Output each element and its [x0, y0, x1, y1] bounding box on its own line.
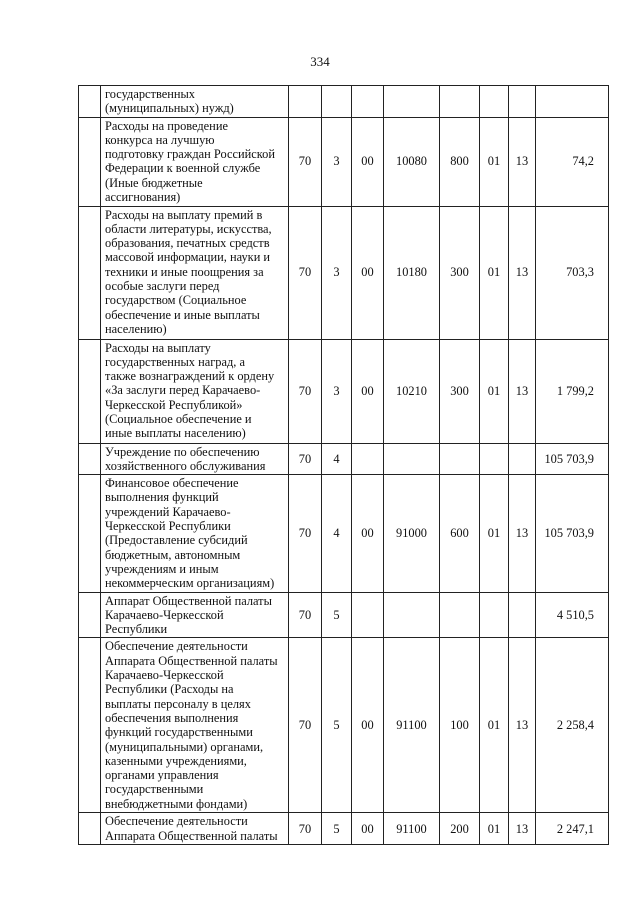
item-name-line: массовой информации, науки и — [105, 250, 271, 265]
item-name-line: обеспечения выполнения — [105, 710, 239, 725]
table-row — [79, 206, 609, 339]
table-row — [79, 475, 609, 592]
item-name-line: некоммерческим организациям) — [105, 576, 275, 591]
ppp-cell: 70 — [289, 443, 322, 475]
table-row — [79, 117, 609, 206]
amount-cell: 703,3 — [536, 206, 609, 339]
section-cell: 01 — [480, 638, 509, 813]
subprogram-extra-cell: 00 — [352, 206, 384, 339]
page-number: 334 — [310, 54, 330, 69]
table-row — [79, 592, 609, 638]
ppp-cell: 70 — [289, 813, 322, 845]
table-row — [79, 339, 609, 443]
subprogram-extra-cell: 00 — [352, 638, 384, 813]
budget-table — [78, 85, 609, 845]
item-name-line: Аппарат Общественной палаты — [105, 593, 272, 608]
subprogram-extra-cell: 00 — [352, 339, 384, 443]
section-cell: 01 — [480, 117, 509, 206]
item-name-line: учреждениям и иным — [105, 561, 219, 576]
expense-code-cell: 91100 — [384, 813, 440, 845]
section-cell — [480, 592, 509, 638]
item-name-line: Республики (Расходы на — [105, 682, 234, 697]
item-name-line: образования, печатных средств — [105, 236, 270, 251]
expense-type-cell — [440, 443, 480, 475]
expense-code-cell — [384, 443, 440, 475]
section-cell — [480, 443, 509, 475]
expense-type-cell — [440, 592, 480, 638]
table-row — [79, 443, 609, 475]
subprogram-extra-cell — [352, 86, 384, 118]
ppp-cell: 70 — [289, 638, 322, 813]
item-name-line: Обеспечение деятельности — [105, 814, 248, 829]
item-name-line: выплаты персоналу в целях — [105, 696, 251, 711]
expense-code-cell: 10180 — [384, 206, 440, 339]
item-name-line: Аппарата Общественной палаты — [105, 653, 278, 668]
subsection-cell: 13 — [509, 206, 536, 339]
item-name-line: подготовку граждан Российской — [105, 147, 275, 162]
ppp-cell: 70 — [289, 206, 322, 339]
subprogram-cell: 5 — [322, 592, 352, 638]
section-cell: 01 — [480, 475, 509, 592]
amount-cell: 4 510,5 — [536, 592, 609, 638]
subprogram-cell: 3 — [322, 339, 352, 443]
item-name-line: Расходы на проведение — [105, 118, 228, 133]
expense-type-cell: 800 — [440, 117, 480, 206]
item-name-line: Федерации к военной службе — [105, 161, 261, 176]
row-number-cell — [79, 813, 101, 845]
item-name-line: техники и иные поощрения за — [105, 264, 264, 279]
section-cell — [480, 86, 509, 118]
item-name-cell — [101, 813, 289, 845]
row-number-cell — [79, 86, 101, 118]
expense-code-cell — [384, 592, 440, 638]
item-name-line: «За заслуги перед Карачаево- — [105, 383, 261, 398]
item-name-line: иные выплаты населению) — [105, 426, 246, 441]
item-name-line: Финансовое обеспечение — [105, 476, 239, 491]
item-name-cell — [101, 592, 289, 638]
item-name-line: особые заслуги перед — [105, 279, 220, 294]
ppp-cell — [289, 86, 322, 118]
ppp-cell: 70 — [289, 117, 322, 206]
subprogram-cell: 3 — [322, 117, 352, 206]
subsection-cell — [509, 592, 536, 638]
subsection-cell: 13 — [509, 813, 536, 845]
amount-cell: 1 799,2 — [536, 339, 609, 443]
item-name-line: (муниципальных) нужд) — [105, 101, 234, 116]
item-name-line: также вознаграждений к ордену — [105, 369, 275, 384]
item-name-line: государственными — [105, 782, 204, 797]
item-name-line: населению) — [105, 321, 167, 336]
item-name-line: Обеспечение деятельности — [105, 639, 248, 654]
item-name-cell — [101, 206, 289, 339]
item-name-line: Аппарата Общественной палаты — [105, 828, 278, 843]
row-number-cell — [79, 475, 101, 592]
item-name-line: учреждений Карачаево- — [105, 504, 231, 519]
amount-cell — [536, 86, 609, 118]
subprogram-extra-cell: 00 — [352, 117, 384, 206]
expense-code-cell: 91100 — [384, 638, 440, 813]
item-name-cell — [101, 117, 289, 206]
item-name-line: ассигнования) — [105, 190, 181, 205]
item-name-line: государственных — [105, 87, 196, 101]
expense-code-cell: 10210 — [384, 339, 440, 443]
item-name-line: конкурса на лучшую — [105, 132, 215, 147]
expense-type-cell: 300 — [440, 339, 480, 443]
ppp-cell: 70 — [289, 339, 322, 443]
ppp-cell: 70 — [289, 475, 322, 592]
budget-table-body — [79, 86, 609, 845]
item-name-cell — [101, 638, 289, 813]
subsection-cell: 13 — [509, 638, 536, 813]
expense-type-cell — [440, 86, 480, 118]
item-name-line: (муниципальными) органами, — [105, 739, 264, 754]
row-number-cell — [79, 339, 101, 443]
subprogram-extra-cell: 00 — [352, 813, 384, 845]
subprogram-cell: 4 — [322, 475, 352, 592]
item-name-cell — [101, 339, 289, 443]
section-cell: 01 — [480, 339, 509, 443]
subsection-cell: 13 — [509, 475, 536, 592]
table-row — [79, 86, 609, 118]
item-name-line: функций государственными — [105, 725, 253, 740]
item-name-line: выполнения функций — [105, 490, 219, 505]
subprogram-cell — [322, 86, 352, 118]
item-name-line: бюджетным, автономным — [105, 547, 241, 562]
amount-cell: 2 247,1 — [536, 813, 609, 845]
section-cell: 01 — [480, 813, 509, 845]
item-name-line: государством (Социальное — [105, 293, 247, 308]
expense-code-cell: 10080 — [384, 117, 440, 206]
amount-cell: 2 258,4 — [536, 638, 609, 813]
item-name-cell — [101, 443, 289, 475]
item-name-line: (Иные бюджетные — [105, 175, 203, 190]
subprogram-extra-cell — [352, 443, 384, 475]
subprogram-cell: 5 — [322, 813, 352, 845]
row-number-cell — [79, 443, 101, 475]
ppp-cell: 70 — [289, 592, 322, 638]
item-name-line: Карачаево-Черкесской — [105, 607, 224, 622]
amount-cell: 74,2 — [536, 117, 609, 206]
amount-cell: 105 703,9 — [536, 475, 609, 592]
row-number-cell — [79, 117, 101, 206]
row-number-cell — [79, 638, 101, 813]
item-name-line: Черкесской Республикой» — [105, 397, 243, 412]
item-name-cell — [101, 475, 289, 592]
subprogram-cell: 3 — [322, 206, 352, 339]
subsection-cell: 13 — [509, 117, 536, 206]
subprogram-extra-cell — [352, 592, 384, 638]
table-row — [79, 638, 609, 813]
item-name-line: Расходы на выплату премий в — [105, 207, 263, 222]
item-name-line: Карачаево-Черкесской — [105, 668, 224, 683]
item-name-line: Учреждение по обеспечению — [105, 444, 260, 459]
expense-code-cell: 91000 — [384, 475, 440, 592]
subsection-cell — [509, 443, 536, 475]
subsection-cell: 13 — [509, 339, 536, 443]
expense-type-cell: 100 — [440, 638, 480, 813]
item-name-line: хозяйственного обслуживания — [105, 458, 266, 473]
section-cell: 01 — [480, 206, 509, 339]
table-row — [79, 813, 609, 845]
subprogram-extra-cell: 00 — [352, 475, 384, 592]
subsection-cell — [509, 86, 536, 118]
item-name-line: органами управления — [105, 768, 219, 783]
subprogram-cell: 5 — [322, 638, 352, 813]
row-number-cell — [79, 206, 101, 339]
expense-type-cell: 600 — [440, 475, 480, 592]
expense-type-cell: 300 — [440, 206, 480, 339]
item-name-line: Республики — [105, 622, 168, 637]
item-name-line: области литературы, искусства, — [105, 221, 272, 236]
item-name-line: Расходы на выплату — [105, 340, 211, 355]
item-name-line: государственных наград, а — [105, 354, 246, 369]
item-name-line: казенными учреждениями, — [105, 753, 247, 768]
item-name-line: внебюджетными фондами) — [105, 796, 248, 811]
item-name-line: обеспечение и иные выплаты — [105, 307, 260, 322]
expense-code-cell — [384, 86, 440, 118]
expense-type-cell: 200 — [440, 813, 480, 845]
amount-cell: 105 703,9 — [536, 443, 609, 475]
item-name-line: Черкесской Республики — [105, 519, 231, 534]
subprogram-cell: 4 — [322, 443, 352, 475]
row-number-cell — [79, 592, 101, 638]
item-name-line: (Социальное обеспечение и — [105, 412, 252, 427]
item-name-cell — [101, 86, 289, 118]
item-name-line: (Предоставление субсидий — [105, 533, 248, 548]
